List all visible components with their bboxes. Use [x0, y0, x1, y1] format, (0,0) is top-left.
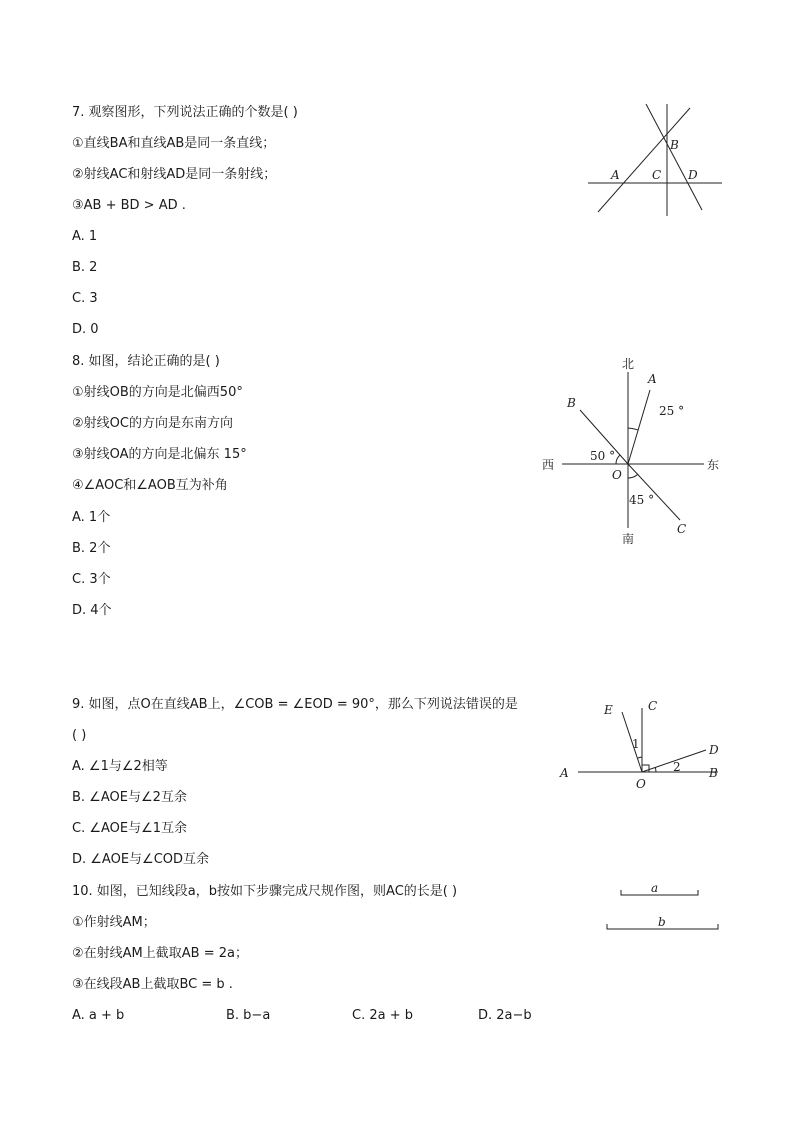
q7-option-b[interactable]: B. 2	[72, 260, 98, 275]
q9-stem-paren: ( )	[72, 728, 87, 743]
q7-line-bd	[646, 104, 702, 210]
q9-label-o: O	[636, 777, 646, 791]
q7-statement-2: ②射线AC和射线AD是同一条射线；	[72, 167, 277, 182]
q7-stem: 7. 观察图形，下列说法正确的个数是( )	[72, 105, 298, 120]
q9-label-d: D	[709, 743, 719, 757]
q7-statement-3: ③AB + BD > AD .	[72, 198, 186, 213]
q7-figure	[584, 100, 729, 218]
q7-label-c: C	[652, 168, 662, 182]
q8-label-a: A	[648, 372, 657, 386]
q8-angle-25: 25 °	[659, 404, 685, 418]
q10-statement-3: ③在线段AB上截取BC = b .	[72, 977, 233, 992]
q9-option-d[interactable]: D. ∠AOE与∠COD互余	[72, 852, 210, 867]
q7-statement-1: ①直线BA和直线AB是同一条直线；	[72, 136, 276, 151]
q8-label-west: 西	[542, 458, 555, 472]
q10-option-a[interactable]: A. a + b	[72, 1008, 125, 1023]
q8-option-b[interactable]: B. 2个	[72, 541, 111, 556]
q9-option-b[interactable]: B. ∠AOE与∠2互余	[72, 790, 187, 805]
q7-option-c[interactable]: C. 3	[72, 291, 98, 306]
q8-arc-25	[628, 428, 638, 430]
q9-label-2: 2	[673, 760, 681, 774]
q9-label-1: 1	[632, 737, 640, 751]
q8-label-east: 东	[707, 458, 720, 472]
q7-option-d[interactable]: D. 0	[72, 322, 99, 337]
q9-option-a[interactable]: A. ∠1与∠2相等	[72, 759, 168, 774]
q8-option-a[interactable]: A. 1个	[72, 510, 111, 525]
q8-statement-2: ②射线OC的方向是东南方向	[72, 416, 233, 431]
q9-figure	[552, 692, 732, 792]
q8-arc-50	[616, 455, 620, 464]
q7-option-a[interactable]: A. 1	[72, 229, 98, 244]
q10-label-a: a	[651, 881, 659, 895]
q8-angle-45: 45 °	[629, 493, 655, 507]
q10-option-b[interactable]: B. b−a	[226, 1008, 271, 1023]
q8-stem: 8. 如图，结论正确的是( )	[72, 354, 220, 369]
q10-figure	[600, 880, 726, 936]
q10-label-b: b	[658, 915, 666, 929]
q8-statement-1: ①射线OB的方向是北偏西50°	[72, 385, 243, 400]
q8-label-north: 北	[622, 357, 635, 371]
q8-figure	[536, 350, 726, 550]
q8-label-c: C	[677, 522, 687, 536]
q10-statement-1: ①作射线AM；	[72, 915, 156, 930]
q10-option-c[interactable]: C. 2a + b	[352, 1008, 413, 1023]
q9-option-c[interactable]: C. ∠AOE与∠1互余	[72, 821, 188, 836]
q8-ray-oc	[628, 464, 680, 520]
q8-label-b: B	[567, 396, 576, 410]
q9-label-e: E	[604, 703, 613, 717]
q7-line-ab	[598, 108, 690, 212]
q8-label-o: O	[612, 468, 622, 482]
q10-stem: 10. 如图，已知线段a，b按如下步骤完成尺规作图，则AC的长是( )	[72, 884, 458, 899]
q10-statement-2: ②在射线AM上截取AB = 2a；	[72, 946, 248, 961]
q9-label-a: A	[560, 766, 569, 780]
q7-label-b: B	[670, 138, 679, 152]
q8-label-south: 南	[622, 532, 635, 546]
q8-ray-oa	[628, 390, 650, 464]
q8-option-d[interactable]: D. 4个	[72, 603, 112, 618]
q10-option-d[interactable]: D. 2a−b	[478, 1008, 532, 1023]
q8-arc-45	[628, 474, 638, 478]
q8-angle-50: 50 °	[590, 449, 616, 463]
q10-segment-a	[621, 890, 698, 895]
q8-statement-3: ③射线OA的方向是北偏东 15°	[72, 447, 247, 462]
q7-label-a: A	[611, 168, 620, 182]
q7-label-d: D	[688, 168, 698, 182]
q9-stem: 9. 如图，点O在直线AB上，∠COB = ∠EOD = 90°，那么下列说法错误的是	[72, 697, 518, 712]
q9-arc-1	[638, 757, 642, 758]
q9-label-c: C	[648, 699, 658, 713]
q8-option-c[interactable]: C. 3个	[72, 572, 111, 587]
q9-label-b: B	[709, 766, 718, 780]
q8-statement-4: ④∠AOC和∠AOB互为补角	[72, 478, 228, 493]
